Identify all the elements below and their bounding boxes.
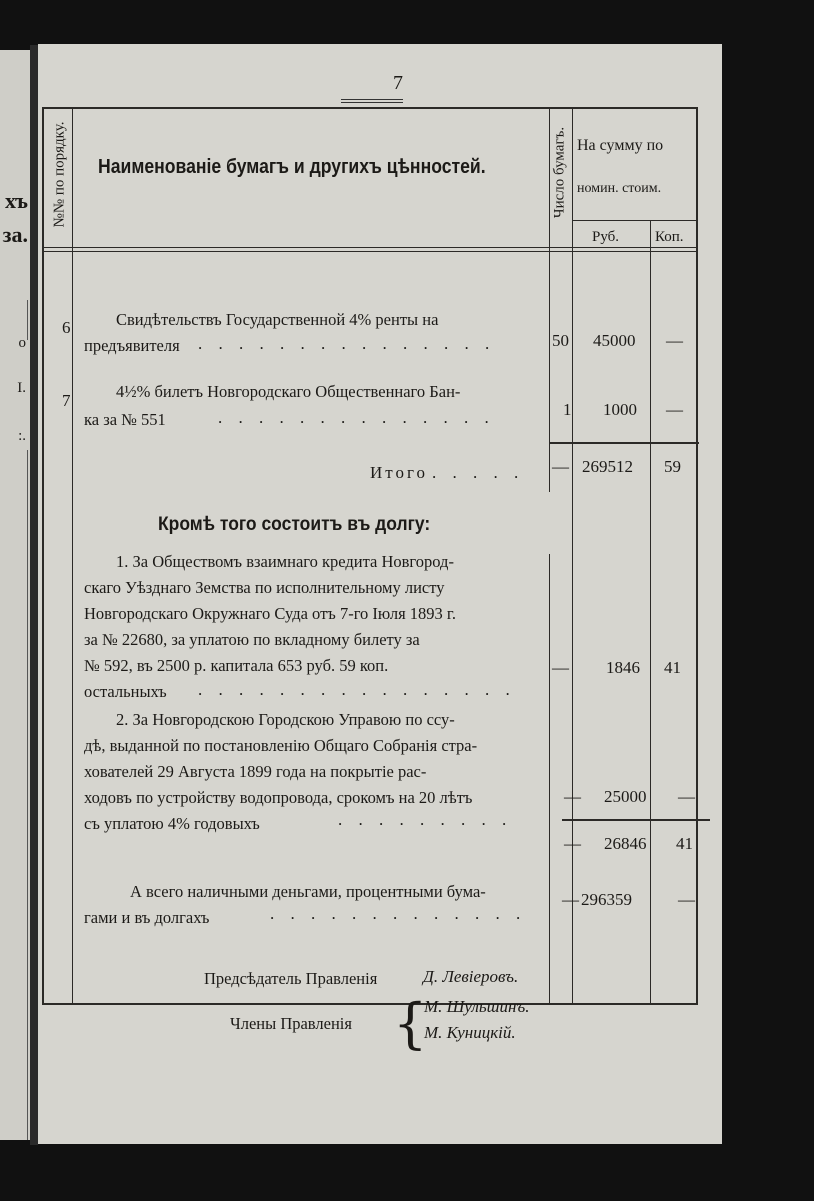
- debt2-line: 2. За Новгородскою Городскою Управою по ссу-: [116, 710, 455, 729]
- header-kopecks: Коп.: [655, 229, 684, 245]
- row-rubles: 1000: [603, 400, 637, 419]
- debt2-line: дѣ, выданной по постановленію Общаго Собранія стра-: [84, 736, 478, 755]
- header-subrule: [572, 220, 698, 221]
- debt2-kopecks: —: [678, 787, 695, 806]
- row-rubles: 45000: [593, 331, 636, 350]
- members-label: Члены Правленія: [230, 1014, 352, 1033]
- debt1-line: скаго Уѣзднаго Земства по исполнительному листу: [84, 578, 445, 597]
- row-count: 1: [563, 400, 572, 419]
- column-rule: [650, 220, 651, 1005]
- subtotal-count: —: [564, 834, 581, 853]
- column-rule: [549, 107, 550, 492]
- itogo-kopecks: 59: [664, 457, 681, 476]
- column-rule: [549, 554, 550, 1005]
- debt1-line: № 592, въ 2500 р. капитала 653 руб. 59 коп.: [84, 656, 389, 675]
- dot-leader: . . . . .: [432, 463, 525, 482]
- row-description: ка за № 551: [84, 410, 166, 429]
- total-rubles: 296359: [581, 890, 632, 909]
- debt-heading: Кромѣ того состоитъ въ долгу:: [158, 514, 431, 535]
- left-page-rule: [27, 450, 28, 1140]
- dot-leader: . . . . . . . . .: [338, 810, 513, 829]
- header-sum: На сумму по: [577, 137, 664, 154]
- page-number: 7: [393, 72, 403, 94]
- itogo-label: Итого: [370, 463, 429, 482]
- header-rubles: Руб.: [592, 229, 620, 245]
- subtotal-kopecks: 41: [676, 834, 693, 853]
- chairman-label: Предсѣдатель Правленія: [204, 969, 378, 988]
- debt1-count: —: [552, 658, 569, 677]
- dot-leader: . . . . . . . . . . . . . . .: [198, 334, 496, 353]
- total-count: —: [562, 890, 579, 909]
- row-kopecks: —: [666, 331, 683, 350]
- row-count: 50: [552, 331, 569, 350]
- header-count: Число бумагъ.: [551, 126, 568, 219]
- column-rule: [72, 107, 73, 1005]
- brace-glyph: {: [393, 992, 428, 1055]
- debt1-kopecks: 41: [664, 658, 681, 677]
- left-page-fragment: :.: [18, 428, 26, 444]
- header-item-name: Наименованіе бумагъ и другихъ цѣнностей.: [98, 156, 486, 178]
- itogo-rubles: 269512: [582, 457, 633, 476]
- total-line: А всего наличными деньгами, процентными бума-: [130, 882, 486, 901]
- page-number-rule: [341, 99, 403, 103]
- debt1-line: Новгородскаго Окружнаго Суда отъ 7-го Іюля 1893 г.: [84, 604, 456, 623]
- left-page-edge: [0, 50, 30, 1140]
- book-gutter: [30, 45, 38, 1145]
- debt2-count: —: [564, 787, 581, 806]
- row-kopecks: —: [666, 400, 683, 419]
- debt2-line: хователей 29 Августа 1899 года на покрытіе рас-: [84, 762, 427, 781]
- total-line: гами и въ долгахъ: [84, 908, 210, 927]
- header-order-number: №№ по порядку.: [51, 121, 68, 228]
- debt1-rubles: 1846: [606, 658, 640, 677]
- sum-rule: [549, 442, 699, 444]
- subtotal-rubles: 26846: [604, 834, 647, 853]
- debt1-line: остальныхъ: [84, 682, 167, 701]
- row-description: предъявителя: [84, 336, 180, 355]
- left-page-fragment: I.: [17, 380, 26, 396]
- left-page-fragment: о: [18, 335, 26, 351]
- dot-leader: . . . . . . . . . . . . . . . .: [198, 680, 516, 699]
- row-number: 6: [62, 318, 71, 337]
- debt1-line: за № 22680, за уплатою по вкладному билету за: [84, 630, 420, 649]
- dot-leader: . . . . . . . . . . . . . .: [218, 408, 495, 427]
- header-bottom-rule: [42, 251, 698, 252]
- debt2-rubles: 25000: [604, 787, 647, 806]
- total-kopecks: —: [678, 890, 695, 909]
- left-page-fragment: за.: [2, 222, 28, 247]
- document-page: [38, 44, 722, 1144]
- header-sum-nominal: номин. стоим.: [577, 181, 662, 196]
- sum-rule: [562, 819, 710, 821]
- dot-leader: . . . . . . . . . . . . .: [270, 904, 527, 923]
- chairman-name: Д. Левіеровъ.: [423, 967, 519, 986]
- member-name: М. Шульшинъ.: [424, 997, 530, 1016]
- debt2-line: съ уплатою 4% годовыхъ: [84, 814, 260, 833]
- row-description: 4½% билетъ Новгородскаго Общественнаго Бан-: [116, 382, 461, 401]
- itogo-count: —: [552, 457, 569, 476]
- debt2-line: ходовъ по устройству водопровода, срокомъ на 20 лѣтъ: [84, 788, 473, 807]
- header-bottom-rule: [42, 247, 698, 248]
- row-number: 7: [62, 391, 71, 410]
- left-page-fragment: хъ: [5, 188, 28, 213]
- debt1-line: 1. За Обществомъ взаимнаго кредита Новгород-: [116, 552, 454, 571]
- row-description: Свидѣтельствъ Государственной 4% ренты на: [116, 310, 439, 329]
- left-page-rule: [27, 300, 28, 340]
- member-name: М. Куницкій.: [424, 1023, 516, 1042]
- column-rule: [572, 107, 573, 1005]
